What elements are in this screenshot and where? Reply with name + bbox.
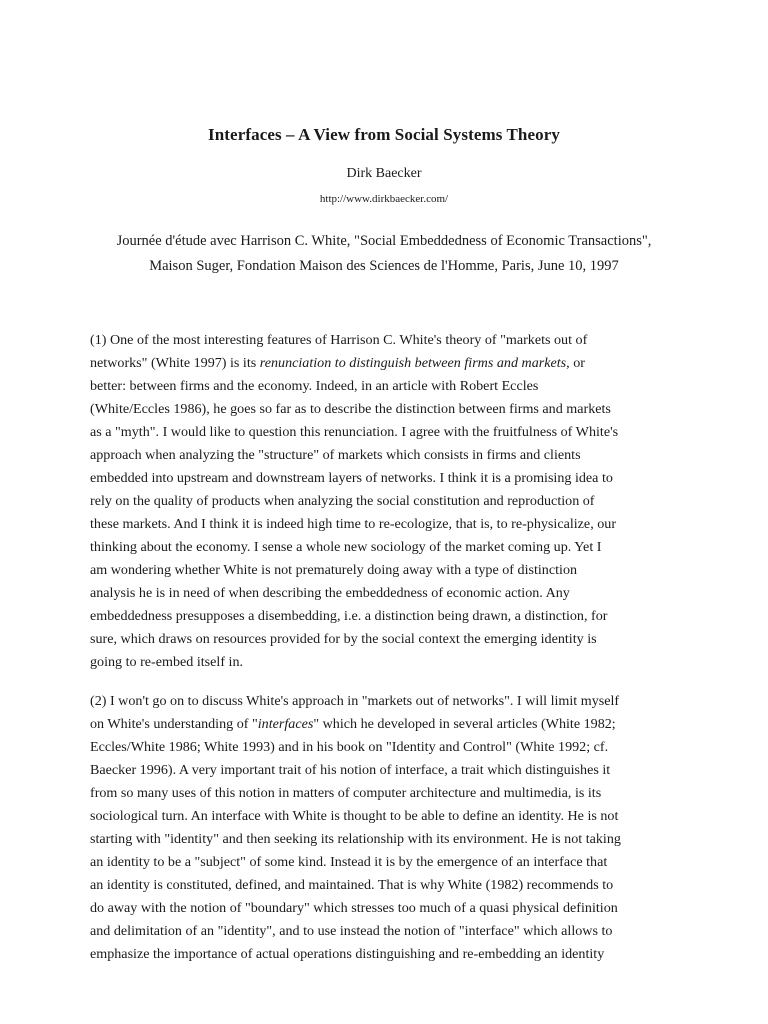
- text-line: Baecker 1996). A very important trait of his notion of interface, a trait which distinguishes it: [90, 762, 611, 778]
- author-url[interactable]: http://www.dirkbaecker.com/: [319, 193, 449, 205]
- paragraph-2: [90, 690, 684, 966]
- text-span: on White's understanding of ": [90, 716, 258, 732]
- text-line: (White/Eccles 1986), he goes so far as to describe the distinction between firms and markets: [90, 401, 611, 417]
- paragraph-1: [90, 329, 684, 674]
- text-line: sure, which draws on resources provided for by the social context the emerging identity is: [90, 631, 597, 647]
- text-line: better: between firms and the economy. Indeed, in an article with Robert Eccles: [90, 378, 539, 394]
- emphasis-text: interfaces: [257, 716, 314, 732]
- text-line: (2) I won't go on to discuss White's approach in "markets out of networks". I will limit myself: [90, 693, 620, 709]
- text-line: emphasize the importance of actual operations distinguishing and re-embedding an identity: [90, 946, 605, 962]
- text-line: (1) One of the most interesting features of Harrison C. White's theory of "markets out of: [90, 332, 588, 348]
- text-span: , or: [566, 355, 585, 371]
- text-line: rely on the quality of products when analyzing the social constitution and reproduction of: [90, 493, 595, 509]
- emphasis-text: renunciation to distinguish between firms and markets: [259, 355, 567, 371]
- text-line: embeddedness presupposes a disembedding, i.e. a distinction being drawn, a distinction, for: [90, 608, 608, 624]
- text-line: sociological turn. An interface with White is thought to be able to define an identity. He is not: [90, 808, 619, 824]
- event-line-2: Maison Suger, Fondation Maison des Sciences de l'Homme, Paris, June 10, 1997: [149, 258, 619, 274]
- text-line: am wondering whether White is not prematurely doing away with a type of distinction: [90, 562, 578, 578]
- text-line: Eccles/White 1986; White 1993) and in his book on "Identity and Control" (White 1992; cf.: [90, 739, 609, 755]
- text-line: as a "myth". I would like to question this renunciation. I agree with the fruitfulness of White's: [90, 424, 619, 440]
- text-line: going to re-embed itself in.: [90, 654, 244, 670]
- text-span: networks" (White 1997) is its: [90, 355, 260, 371]
- text-line: an identity to be a "subject" of some kind. Instead it is by the emergence of an interface that: [90, 854, 608, 870]
- text-line: do away with the notion of "boundary" which stresses too much of a quasi physical definition: [90, 900, 618, 916]
- event-info: [0, 229, 768, 279]
- text-line: embedded into upstream and downstream layers of networks. I think it is a promising idea to: [90, 470, 613, 486]
- event-line-1: Journée d'étude avec Harrison C. White, "Social Embeddedness of Economic Transactions",: [116, 233, 652, 249]
- text-line: [90, 352, 684, 375]
- text-line: starting with "identity" and then seeking its relationship with its environment. He is not taking: [90, 831, 621, 847]
- text-line: and delimitation of an "identity", and to use instead the notion of "interface" which allows to: [90, 923, 613, 939]
- paper-title: Interfaces – A View from Social Systems Theory: [208, 125, 560, 144]
- author-name: Dirk Baecker: [346, 166, 422, 181]
- text-line: approach when analyzing the "structure" of markets which consists in firms and clients: [90, 447, 581, 463]
- text-span: " which he developed in several articles (White 1982;: [313, 716, 616, 732]
- text-line: thinking about the economy. I sense a whole new sociology of the market coming up. Yet I: [90, 539, 602, 555]
- text-line: [90, 713, 684, 736]
- text-line: these markets. And I think it is indeed high time to re-ecologize, that is, to re-physicalize, our: [90, 516, 617, 532]
- text-line: analysis he is in need of when describing the embeddedness of economic action. Any: [90, 585, 570, 601]
- text-line: an identity is constituted, defined, and maintained. That is why White (1982) recommends to: [90, 877, 614, 893]
- text-line: from so many uses of this notion in matters of computer architecture and multimedia, is its: [90, 785, 602, 801]
